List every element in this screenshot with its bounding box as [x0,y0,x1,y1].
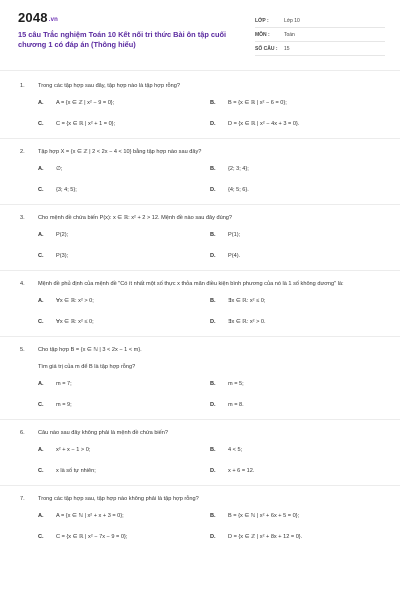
option-label: D. [210,468,216,474]
question-number: 1. [20,83,25,89]
question-7 [20,495,390,542]
option-label: A. [38,513,44,519]
meta-row-count [255,42,385,56]
option-label: C. [38,319,44,325]
option-text: P(4). [228,253,241,259]
question-number: 7. [20,496,25,502]
option-label: A. [38,232,44,238]
question-number: 6. [20,430,25,436]
meta-value: 15 [284,45,290,52]
question-divider [0,419,400,420]
question-list [20,82,390,542]
question-divider [0,138,400,139]
meta-value: Toán [284,31,295,38]
option-label: B. [210,447,216,453]
logo-domain: .vn [48,17,59,23]
question-subtext: Tìm giá trị của m để B là tập hợp rỗng? [38,364,136,370]
option-a[interactable] [38,380,210,389]
option-label: D. [210,121,216,127]
question-text: Tập hợp X = {x ∈ ℤ | 2 < 2x − 4 < 10} bằng tập hợp nào sau đây? [38,149,202,155]
option-label: B. [210,166,216,172]
question-6 [20,429,390,476]
option-text: ∃x ∈ ℝ: x² ≤ 0; [228,298,266,304]
option-b[interactable] [210,99,382,108]
option-label: C. [38,121,44,127]
option-text: B = {x ∈ ℝ | x² − 6 = 0}; [228,100,287,106]
option-label: D. [210,253,216,259]
option-text: m = 8. [228,402,244,408]
question-number: 5. [20,347,25,353]
option-b[interactable] [210,446,382,455]
option-text: m = 9; [56,402,72,408]
question-3 [20,214,390,261]
option-text: C = {x ∈ ℝ | x² − 7x − 9 = 0}; [56,534,128,540]
option-label: C. [38,253,44,259]
option-text: ∀x ∈ ℝ: x² > 0; [56,298,94,304]
question-text: Câu nào sau đây không phải là mệnh đề chứa biến? [38,430,169,436]
option-a[interactable] [38,165,210,174]
question-5 [20,346,390,410]
option-text: D = {x ∈ ℤ | x² + 8x + 12 = 0}. [228,534,303,540]
question-4 [20,280,390,327]
option-text: {4; 5; 6}. [228,187,249,193]
option-a[interactable] [38,99,210,108]
option-text: A = {x ∈ ℕ | x² + x + 3 = 0}; [56,513,124,519]
option-text: m = 7; [56,381,72,387]
option-text: 4 < 5; [228,447,243,453]
option-c[interactable] [38,401,210,410]
option-label: A. [38,381,44,387]
meta-value: Lớp 10 [284,17,300,24]
question-divider [0,336,400,337]
option-text: {3; 4; 5}; [56,187,77,193]
option-a[interactable] [38,512,210,521]
question-2 [20,148,390,195]
option-label: B. [210,232,216,238]
option-b[interactable] [210,380,382,389]
option-label: D. [210,402,216,408]
meta-key: MÔN : [255,31,270,38]
question-1 [20,82,390,129]
option-c[interactable] [38,252,210,261]
question-divider [0,270,400,271]
question-text: Cho tập hợp B = {x ∈ ℕ | 3 < 2x − 1 < m}. [38,347,142,353]
option-label: C. [38,468,44,474]
option-b[interactable] [210,231,382,240]
option-text: x là số tự nhiên; [56,468,96,474]
header-divider [0,70,400,71]
option-a[interactable] [38,297,210,306]
option-c[interactable] [38,318,210,327]
option-label: C. [38,187,44,193]
question-text: Mệnh đề phủ định của mệnh đề "Có ít nhất một số thực x thỏa mãn điều kiện bình phương của nó là 1 số không dương" là: [38,281,344,287]
option-b[interactable] [210,512,382,521]
option-label: D. [210,534,216,540]
option-text: ∀x ∈ ℝ: x² ≤ 0; [56,319,94,325]
meta-row-subject [255,28,385,42]
option-label: B. [210,298,216,304]
site-logo[interactable] [18,10,58,25]
option-text: x + 6 = 12. [228,468,255,474]
option-label: B. [210,381,216,387]
document-meta [255,14,385,56]
meta-key: LỚP : [255,17,269,24]
option-text: P(2); [56,232,69,238]
option-a[interactable] [38,446,210,455]
option-text: B = {x ∈ ℕ | x² + 6x + 5 = 0}; [228,513,300,519]
meta-key: SỐ CÂU : [255,45,278,52]
option-text: ∃x ∈ ℝ: x² > 0. [228,319,266,325]
option-d[interactable] [210,120,382,129]
option-label: A. [38,298,44,304]
option-label: B. [210,100,216,106]
option-text: P(3); [56,253,69,259]
option-b[interactable] [210,297,382,306]
option-d[interactable] [210,533,382,542]
option-text: {2; 3; 4}; [228,166,249,172]
option-text: C = {x ∈ ℝ | x² + 1 = 0}; [56,121,116,127]
option-d[interactable] [210,252,382,261]
option-label: C. [38,534,44,540]
option-d[interactable] [210,467,382,476]
option-label: C. [38,402,44,408]
question-text: Cho mệnh đề chứa biến P(x): x ∈ ℝ: x² + 2 > 12. Mệnh đề nào sau đây đúng? [38,215,233,221]
option-a[interactable] [38,231,210,240]
document-title: 15 câu Trắc nghiệm Toán 10 Kết nối tri thức Bài ôn tập cuối chương 1 có đáp án (Thông hiểu) [18,30,227,49]
option-c[interactable] [38,120,210,129]
question-text: Trong các tập hợp sau, tập hợp nào không phải là tập hợp rỗng? [38,496,199,502]
option-d[interactable] [210,318,382,327]
question-number: 3. [20,215,25,221]
question-text: Trong các tập hợp sau đây, tập hợp nào là tập hợp rỗng? [38,83,180,89]
option-c[interactable] [38,467,210,476]
option-text: P(1); [228,232,241,238]
question-divider [0,485,400,486]
option-text: A = {x ∈ ℤ | x² − 9 = 0}; [56,100,115,106]
option-c[interactable] [38,533,210,542]
option-label: A. [38,447,44,453]
option-text: m = 5; [228,381,244,387]
option-d[interactable] [210,186,382,195]
option-text: D = {x ∈ ℝ | x² − 4x + 3 = 0}. [228,121,300,127]
meta-row-grade [255,14,385,28]
option-text: x² + x − 1 > 0; [56,447,91,453]
option-c[interactable] [38,186,210,195]
option-d[interactable] [210,401,382,410]
option-label: B. [210,513,216,519]
option-label: A. [38,100,44,106]
logo-text: 2048 [18,10,48,25]
option-b[interactable] [210,165,382,174]
option-label: D. [210,319,216,325]
question-number: 2. [20,149,25,155]
option-text: ∅; [56,166,63,172]
option-label: D. [210,187,216,193]
question-divider [0,204,400,205]
question-number: 4. [20,281,25,287]
option-label: A. [38,166,44,172]
